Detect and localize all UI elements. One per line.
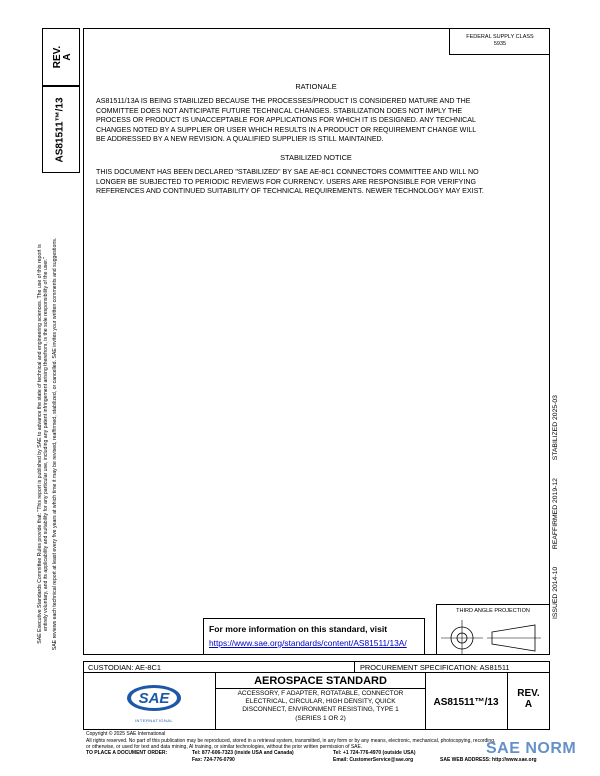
left-rev-box [42, 28, 80, 86]
more-info-title: For more information on this standard, visit [209, 624, 388, 634]
order-label: TO PLACE A DOCUMENT ORDER: [86, 750, 168, 756]
rationale-line: CHANGES NOTED BY A SUPPLIER OR USER WHICH RESULTS IN A PRODUCT OR REQUIREMENT CHANGE WILL [96, 125, 477, 134]
projection-symbol-icon [437, 616, 550, 656]
row1-divider [354, 662, 355, 672]
title-block-rev-label: REV. [517, 688, 540, 699]
fax: Fax: 724-776-0790 [192, 757, 235, 763]
issued-date: ISSUED 2014-10 [552, 566, 559, 619]
stabilized-line: THIS DOCUMENT HAS BEEN DECLARED "STABILIZED" BY SAE AE-8C1 CONNECTORS COMMITTEE AND WILL NO [96, 168, 479, 176]
rights-line1: All rights reserved. No part of this publication may be reproduced, stored in a retrieval system, transmitted, in any form or by any means, electronic, mechanical, photocopying, recording, [86, 738, 496, 744]
rationale-paragraph [96, 97, 536, 145]
stabilized-heading: STABILIZED NOTICE [280, 153, 352, 162]
watermark: SAE NORM [486, 740, 577, 757]
title-line: ELECTRICAL, CIRCULAR, HIGH DENSITY, QUICK [245, 698, 396, 706]
email: Email: CustomerService@sae.org [333, 757, 414, 763]
logo-text: SAE [138, 690, 170, 707]
procurement-specification: PROCUREMENT SPECIFICATION: AS81511 [360, 663, 510, 672]
stabilized-line: LONGER BE SUBJECTED TO PERIODIC REVIEWS FOR CURRENCY. USERS ARE RESPONSIBLE FOR VERIFYING [96, 177, 476, 186]
logo-sub: INTERNATIONAL [134, 718, 174, 723]
rights-line2: or otherwise, or used for text and data mining, AI training, or similar technologies, without the prior written permission of SAE. [86, 744, 363, 750]
third-angle-projection-box [436, 604, 549, 655]
title-line: DISCONNECT, ENVIRONMENT RESISTING, TYPE 1 [242, 706, 399, 714]
title-line: ACCESSORY, F ADAPTER, ROTATABLE, CONNECTOR [237, 690, 404, 697]
rationale-line: COMMITTEE DOES NOT ANTICIPATE FUTURE TECHNICAL CHANGES. STABILIZATION DOES NOT IMPLY THE [96, 106, 463, 115]
projection-label: THIRD ANGLE PROJECTION [456, 608, 530, 614]
title-block-doc-number: AS81511™/13 [433, 697, 499, 708]
title-block-rev-value: A [524, 699, 533, 710]
tel-outside: Tel: +1 724-776-4970 (outside USA) [333, 750, 416, 756]
rationale-line: AS81511/13A IS BEING STABILIZED BECAUSE THE PROCESSES/PRODUCT IS CONSIDERED MATURE AND THE [96, 97, 471, 105]
rationale-heading: RATIONALE [295, 82, 337, 91]
title-block-row2 [83, 673, 550, 730]
left-rev-value: A [62, 53, 73, 61]
tel-inside: Tel: 877-606-7323 (inside USA and Canada) [192, 750, 294, 756]
title-block-rev [508, 688, 549, 710]
standard-link[interactable]: https://www.sae.org/standards/content/AS81511/13A/ [209, 638, 407, 648]
left-notice-line1: SAE Executive Standards Committee Rules provide that: "This report is published by SAE to advance the state of technical and engineering sciences. The use of this report is [37, 244, 43, 644]
federal-supply-class-box [449, 29, 550, 55]
right-dates [552, 395, 562, 619]
copyright: Copyright © 2025 SAE International [86, 731, 166, 737]
stabilized-paragraph [96, 168, 536, 197]
standard-type: AEROSPACE STANDARD [216, 675, 425, 689]
sae-logo-icon [124, 683, 184, 713]
rationale-line: BE ADDRESSED BY A NEW REVISION. A QUALIFIED SUPPLIER IS STILL MAINTAINED. [96, 135, 384, 144]
rationale-line: PROCESS OR PRODUCT IS UNACCEPTABLE FOR APPLICATIONS FOR WHICH IT IS DESIGNED. ANY TECHNICAL [96, 116, 476, 125]
stabilized-line: REFERENCES AND CONTINUED SUITABILITY OF TECHNICAL REQUIREMENTS. NEWER TECHNOLOGY MAY EXIST. [96, 187, 484, 196]
left-doc-number: AS81511™/13 [54, 97, 66, 163]
stabilized-date: STABILIZED 2025-03 [552, 395, 559, 461]
title-block-row1 [83, 661, 550, 673]
fsc-value: 5935 [493, 41, 507, 47]
fsc-label: FEDERAL SUPPLY CLASS [466, 34, 534, 40]
standard-title [216, 690, 425, 723]
web-address[interactable]: SAE WEB ADDRESS: http://www.sae.org [440, 757, 537, 763]
title-line: (SERIES 1 OR 2) [295, 714, 346, 722]
reaffirmed-date: REAFFIRMED 2019-12 [552, 478, 559, 550]
more-info-box [203, 618, 425, 655]
left-docnum-box [42, 86, 80, 173]
custodian: CUSTODIAN: AE-8C1 [88, 663, 161, 672]
left-notice-line3: SAE reviews each technical report at least every five years at which time it may be revised, reaffirmed, stabilized, or cancelled. SAE invites your written comments and suggestions. [52, 237, 58, 651]
sae-logo [124, 683, 184, 721]
left-notice-line2: entirely voluntary, and its applicability and suitability for any particular use, including any patent infringement arising therefrom, is the sole responsibility of the user." [43, 257, 49, 631]
right-date-divider [549, 370, 550, 655]
left-rev-label: REV. [52, 45, 63, 69]
